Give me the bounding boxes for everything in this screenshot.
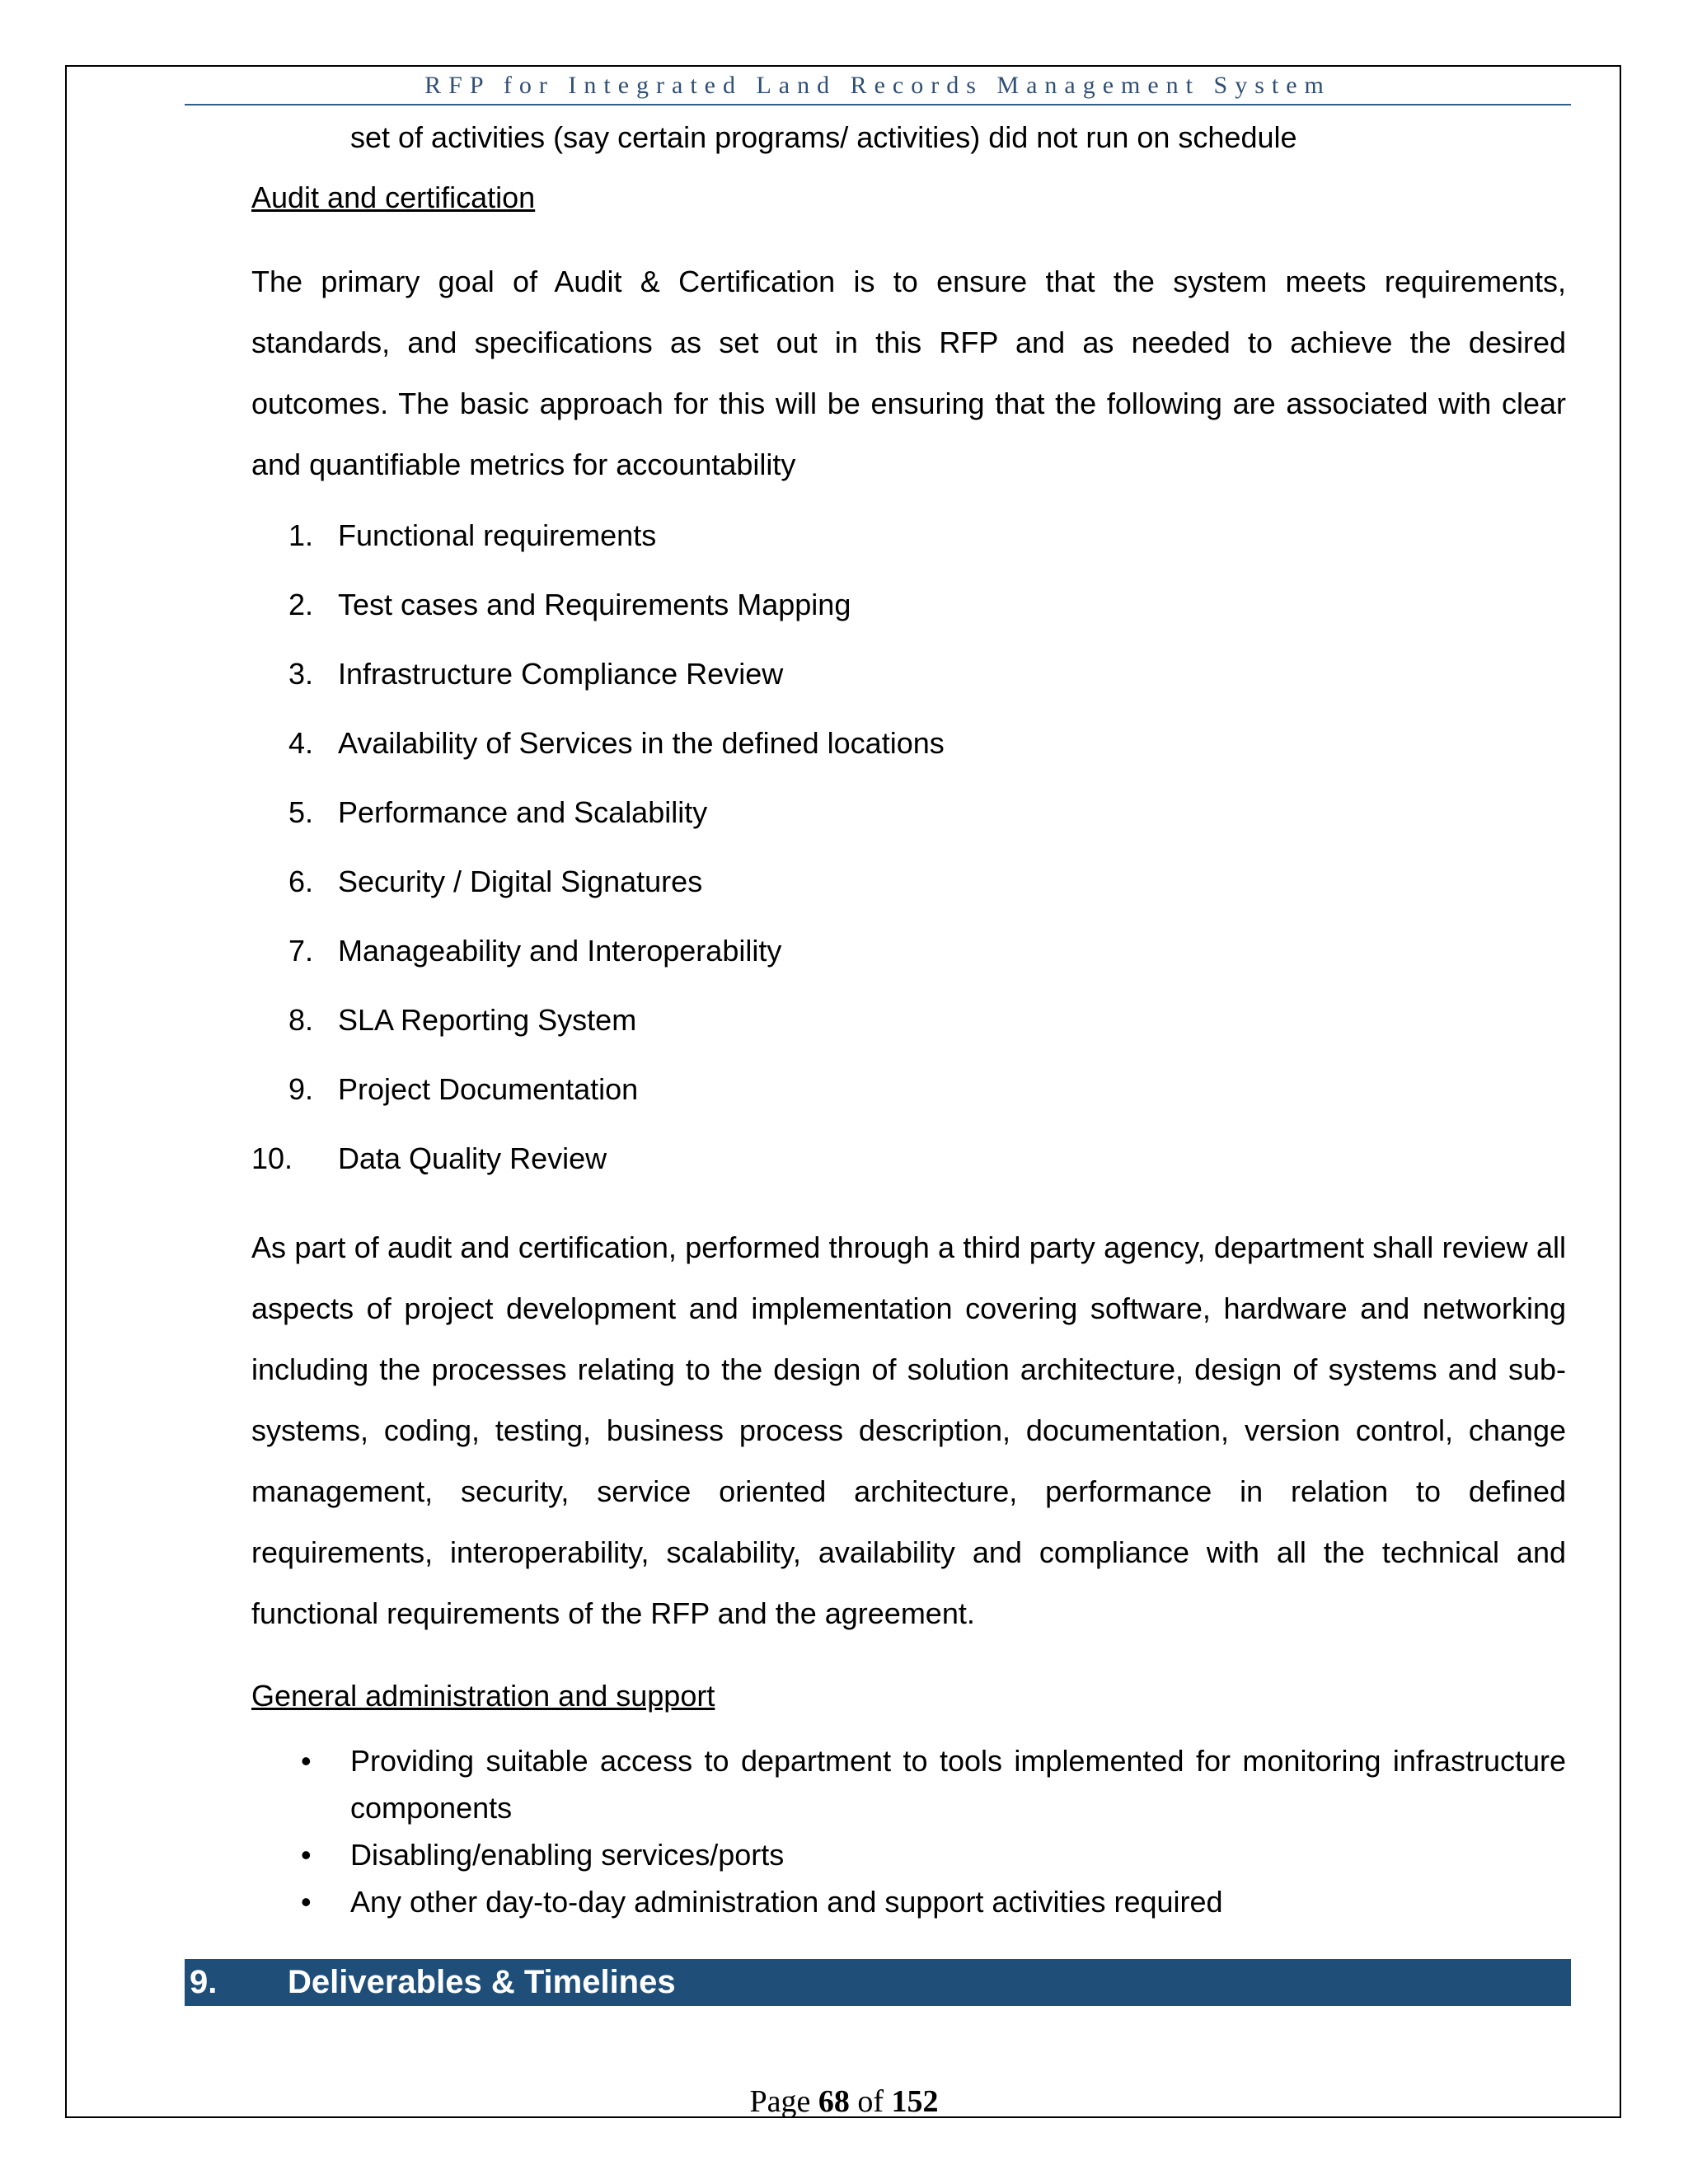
list-item-text: Test cases and Requirements Mapping: [338, 588, 851, 621]
admin-heading: General administration and support: [251, 1679, 715, 1713]
list-item-number: 2.: [288, 588, 314, 621]
list-item-text: Project Documentation: [338, 1072, 639, 1106]
bullet-icon: •: [301, 1838, 312, 1872]
section-title: Deliverables & Timelines: [288, 1964, 676, 2000]
bullet-item: [251, 1831, 1566, 1878]
bullet-icon: •: [301, 1744, 312, 1778]
list-item: [251, 794, 945, 864]
bullet-text: Any other day-to-day administration and support activities required: [350, 1885, 1223, 1919]
bullet-icon: •: [301, 1885, 312, 1919]
header-title: RFP for Integrated Land Records Management System: [424, 72, 1331, 99]
list-item-number: 4.: [288, 726, 314, 760]
list-item-number: 1.: [288, 518, 314, 552]
section-number: 9.: [190, 1964, 218, 2000]
footer-of-label: of: [857, 2084, 884, 2119]
footer-total-pages: 152: [891, 2084, 939, 2119]
list-item-number: 9.: [288, 1072, 314, 1106]
list-item: [251, 864, 945, 933]
list-item-text: Data Quality Review: [338, 1141, 607, 1175]
list-item-number: 6.: [288, 865, 314, 898]
list-item: [251, 1002, 945, 1071]
list-item: [251, 587, 945, 656]
list-item-number: 8.: [288, 1003, 314, 1037]
list-item-text: Security / Digital Signatures: [338, 865, 703, 898]
list-item-text: Manageability and Interoperability: [338, 934, 782, 968]
continuation-text: set of activities (say certain programs/ activities) did not run on schedule: [350, 120, 1297, 154]
list-item: [251, 725, 945, 794]
audit-requirements-list: [251, 518, 945, 1210]
list-item: [251, 933, 945, 1002]
list-item-text: Availability of Services in the defined locations: [338, 726, 945, 760]
list-item-number: 7.: [288, 934, 314, 968]
bullet-text: Providing suitable access to department to tools implemented for monitoring infrastructure components: [350, 1744, 1566, 1825]
list-item-text: Performance and Scalability: [338, 795, 708, 829]
bullet-item: [251, 1878, 1566, 1925]
list-item-number: 10.: [251, 1141, 293, 1175]
list-item-text: SLA Reporting System: [338, 1003, 637, 1037]
list-item-text: Infrastructure Compliance Review: [338, 657, 784, 691]
list-item-number: 3.: [288, 657, 314, 691]
list-item: [251, 1071, 945, 1141]
section-heading-bar: [185, 1959, 1571, 2006]
footer-current-page: 68: [818, 2084, 850, 2119]
bullet-item: [251, 1737, 1566, 1831]
list-item-text: Functional requirements: [338, 518, 657, 552]
list-item: [251, 1141, 945, 1210]
footer-page-label: Page: [749, 2084, 811, 2119]
list-item-number: 5.: [288, 795, 314, 829]
admin-bullet-list: [251, 1737, 1566, 1925]
page-footer: [0, 2083, 1688, 2120]
list-item: [251, 656, 945, 725]
audit-heading: Audit and certification: [251, 180, 536, 214]
running-header: [185, 69, 1571, 105]
bullet-text: Disabling/enabling services/ports: [350, 1838, 785, 1872]
audit-closing-paragraph: As part of audit and certification, performed through a third party agency, department shall review all aspects of project development and implementation covering software, hardware and networking including the processes relating to the design of solution architecture, design of systems and sub-systems, coding, testing, business process description, documentation, version control, change management, security, service oriented architecture, performance in relation to defined requirements, interoperability, scalability, availability and compliance with all the technical and functional requirements of the RFP and the agreement.: [251, 1230, 1566, 1630]
list-item: [251, 518, 945, 587]
audit-intro-paragraph: The primary goal of Audit & Certification is to ensure that the system meets requirements, standards, and specifications as set out in this RFP and as needed to achieve the desired outcomes. The basic approach for this will be ensuring that the following are associated with clear and quantifiable metrics for accountability: [251, 265, 1566, 481]
